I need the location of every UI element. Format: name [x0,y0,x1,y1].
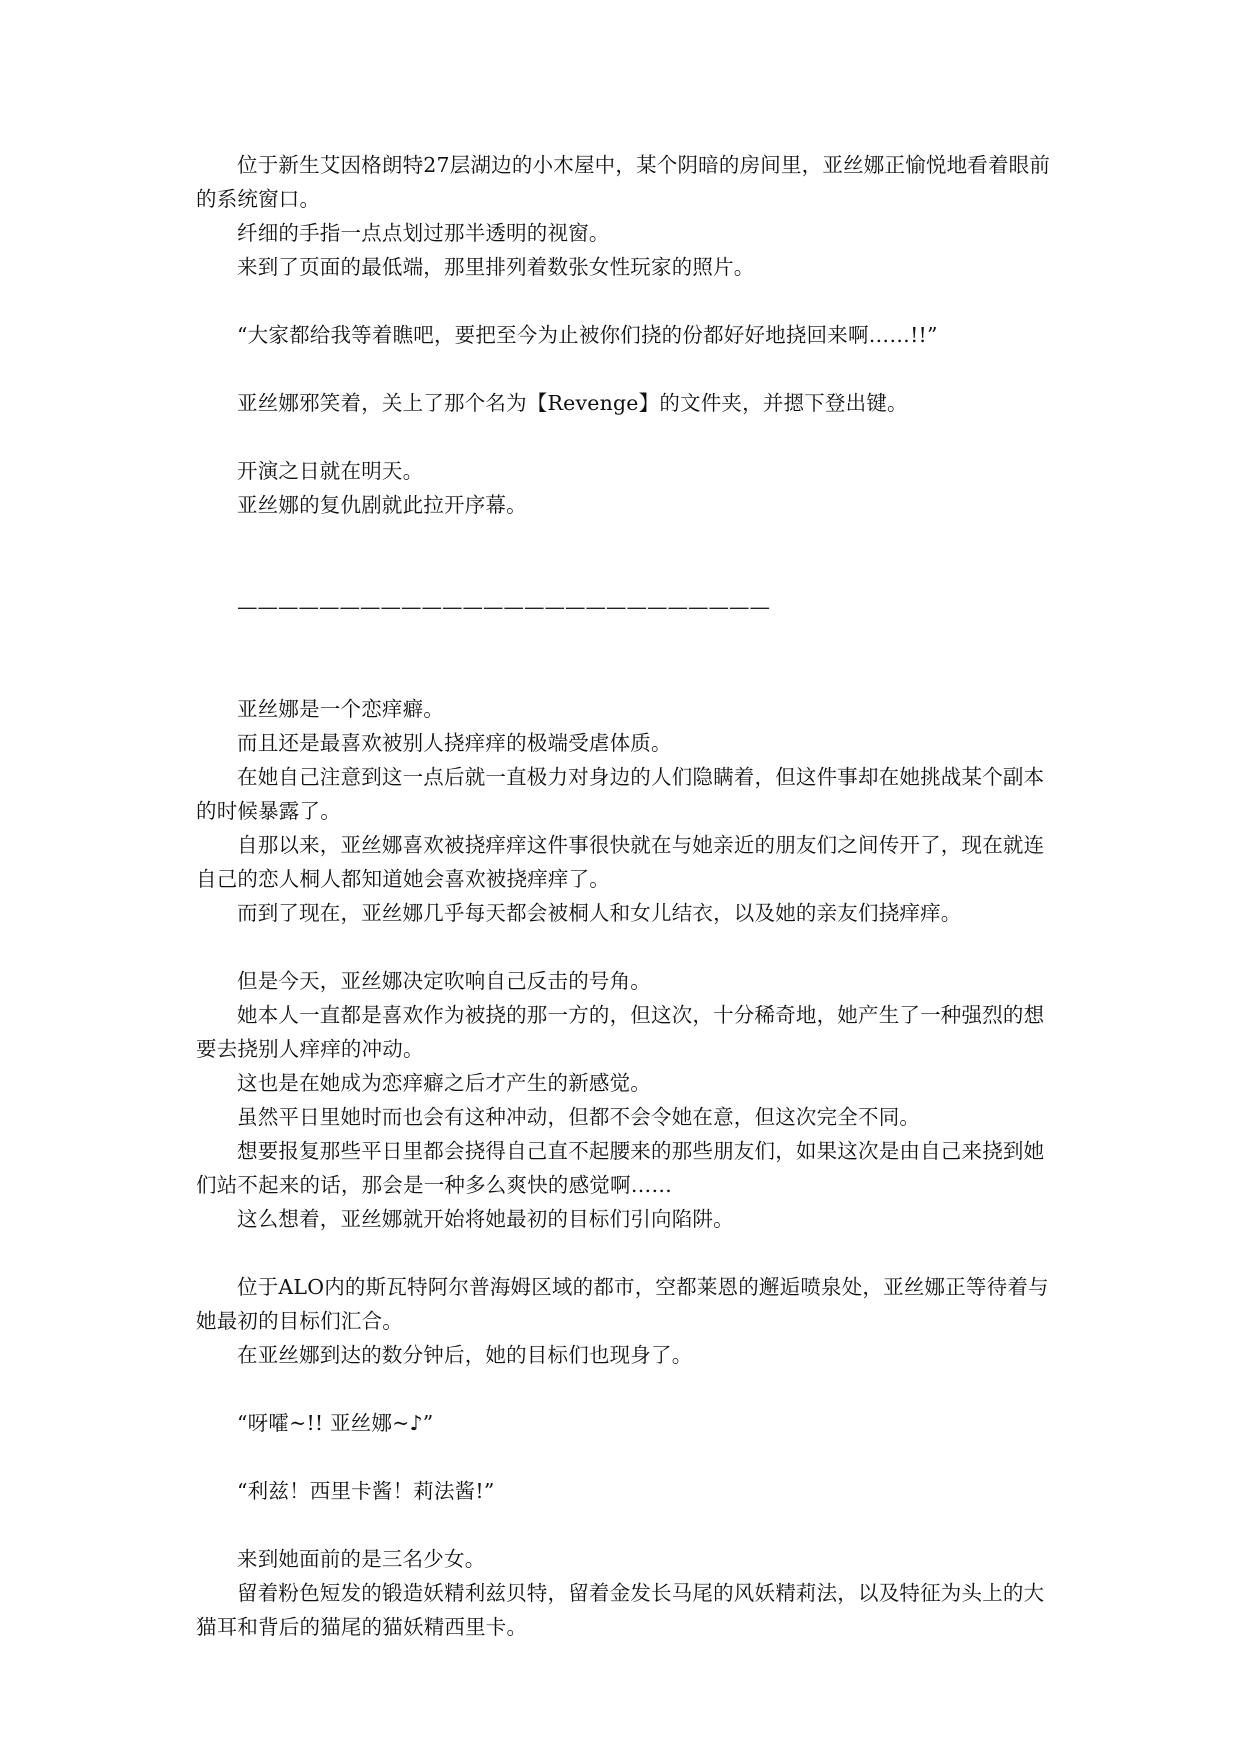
dialogue-line: “利兹！西里卡酱！莉法酱!” [237,1479,495,1503]
paragraph-gap [196,1236,1064,1270]
paragraph: 来到了页面的最低端，那里排列着数张女性玩家的照片。 [237,255,755,279]
paragraph: 而到了现在，亚丝娜几乎每天都会被桐人和女儿结衣，以及她的亲友们挠痒痒。 [237,901,962,925]
paragraph: 想要报复那些平日里都会挠得自己直不起腰来的那些朋友们，如果这次是由自己来挠到她们站不起来的话，那会是一种多么爽快的感觉啊…… [196,1139,1045,1197]
section-gap [196,522,1064,590]
section-gap [196,624,1064,692]
paragraph-gap [196,930,1064,964]
paragraph: 但是今天，亚丝娜决定吹响自己反击的号角。 [237,969,651,993]
paragraph: 开演之日就在明天。 [237,459,424,483]
paragraph: 在亚丝娜到达的数分钟后，她的目标们也现身了。 [237,1343,693,1367]
paragraph: 亚丝娜是一个恋痒癖。 [237,697,444,721]
paragraph: 自那以来，亚丝娜喜欢被挠痒痒这件事很快就在与她亲近的朋友们之间传开了，现在就连自己的恋人桐人都知道她会喜欢被挠痒痒了。 [196,833,1045,891]
paragraph-gap [196,1508,1064,1542]
paragraph-gap [196,284,1064,318]
paragraph: 位于ALO内的斯瓦特阿尔普海姆区域的都市，空都莱恩的邂逅喷泉处，亚丝娜正等待着与她最初的目标们汇合。 [196,1275,1049,1333]
paragraph-gap [196,420,1064,454]
paragraph: 这么想着，亚丝娜就开始将她最初的目标们引向陷阱。 [237,1207,734,1231]
dialogue-line: “大家都给我等着瞧吧，要把至今为止被你们挠的份都好好地挠回来啊……!!” [237,323,938,347]
paragraph-gap [196,1372,1064,1406]
paragraph-gap [196,1440,1064,1474]
paragraph: 位于新生艾因格朗特27层湖边的小木屋中，某个阴暗的房间里，亚丝娜正愉悦地看着眼前的系统窗口。 [196,153,1051,211]
paragraph: 留着粉色短发的锻造妖精利兹贝特，留着金发长马尾的风妖精莉法，以及特征为头上的大猫耳和背后的猫尾的猫妖精西里卡。 [196,1581,1045,1639]
paragraph-gap [196,352,1064,386]
paragraph: 虽然平日里她时而也会有这种冲动，但都不会令她在意，但这次完全不同。 [237,1105,921,1129]
paragraph: 而且还是最喜欢被别人挠痒痒的极端受虐体质。 [237,731,672,755]
paragraph: 在她自己注意到这一点后就一直极力对身边的人们隐瞒着，但这件事却在她挑战某个副本的时候暴露了。 [196,765,1045,823]
paragraph: 这也是在她成为恋痒癖之后才产生的新感觉。 [237,1071,651,1095]
paragraph: 来到她面前的是三名少女。 [237,1547,486,1571]
paragraph: 纤细的手指一点点划过那半透明的视窗。 [237,221,610,245]
dialogue-line: “呀嚯~!! 亚丝娜~♪” [237,1411,434,1435]
section-divider: —————————————————————————— [237,595,770,619]
paragraph: 亚丝娜邪笑着，关上了那个名为【Revenge】的文件夹，并摁下登出键。 [237,391,908,415]
paragraph: 亚丝娜的复仇剧就此拉开序幕。 [237,493,527,517]
paragraph: 她本人一直都是喜欢作为被挠的那一方的，但这次，十分稀奇地，她产生了一种强烈的想要去挠别人痒痒的冲动。 [196,1003,1045,1061]
document-body [196,148,1064,1644]
